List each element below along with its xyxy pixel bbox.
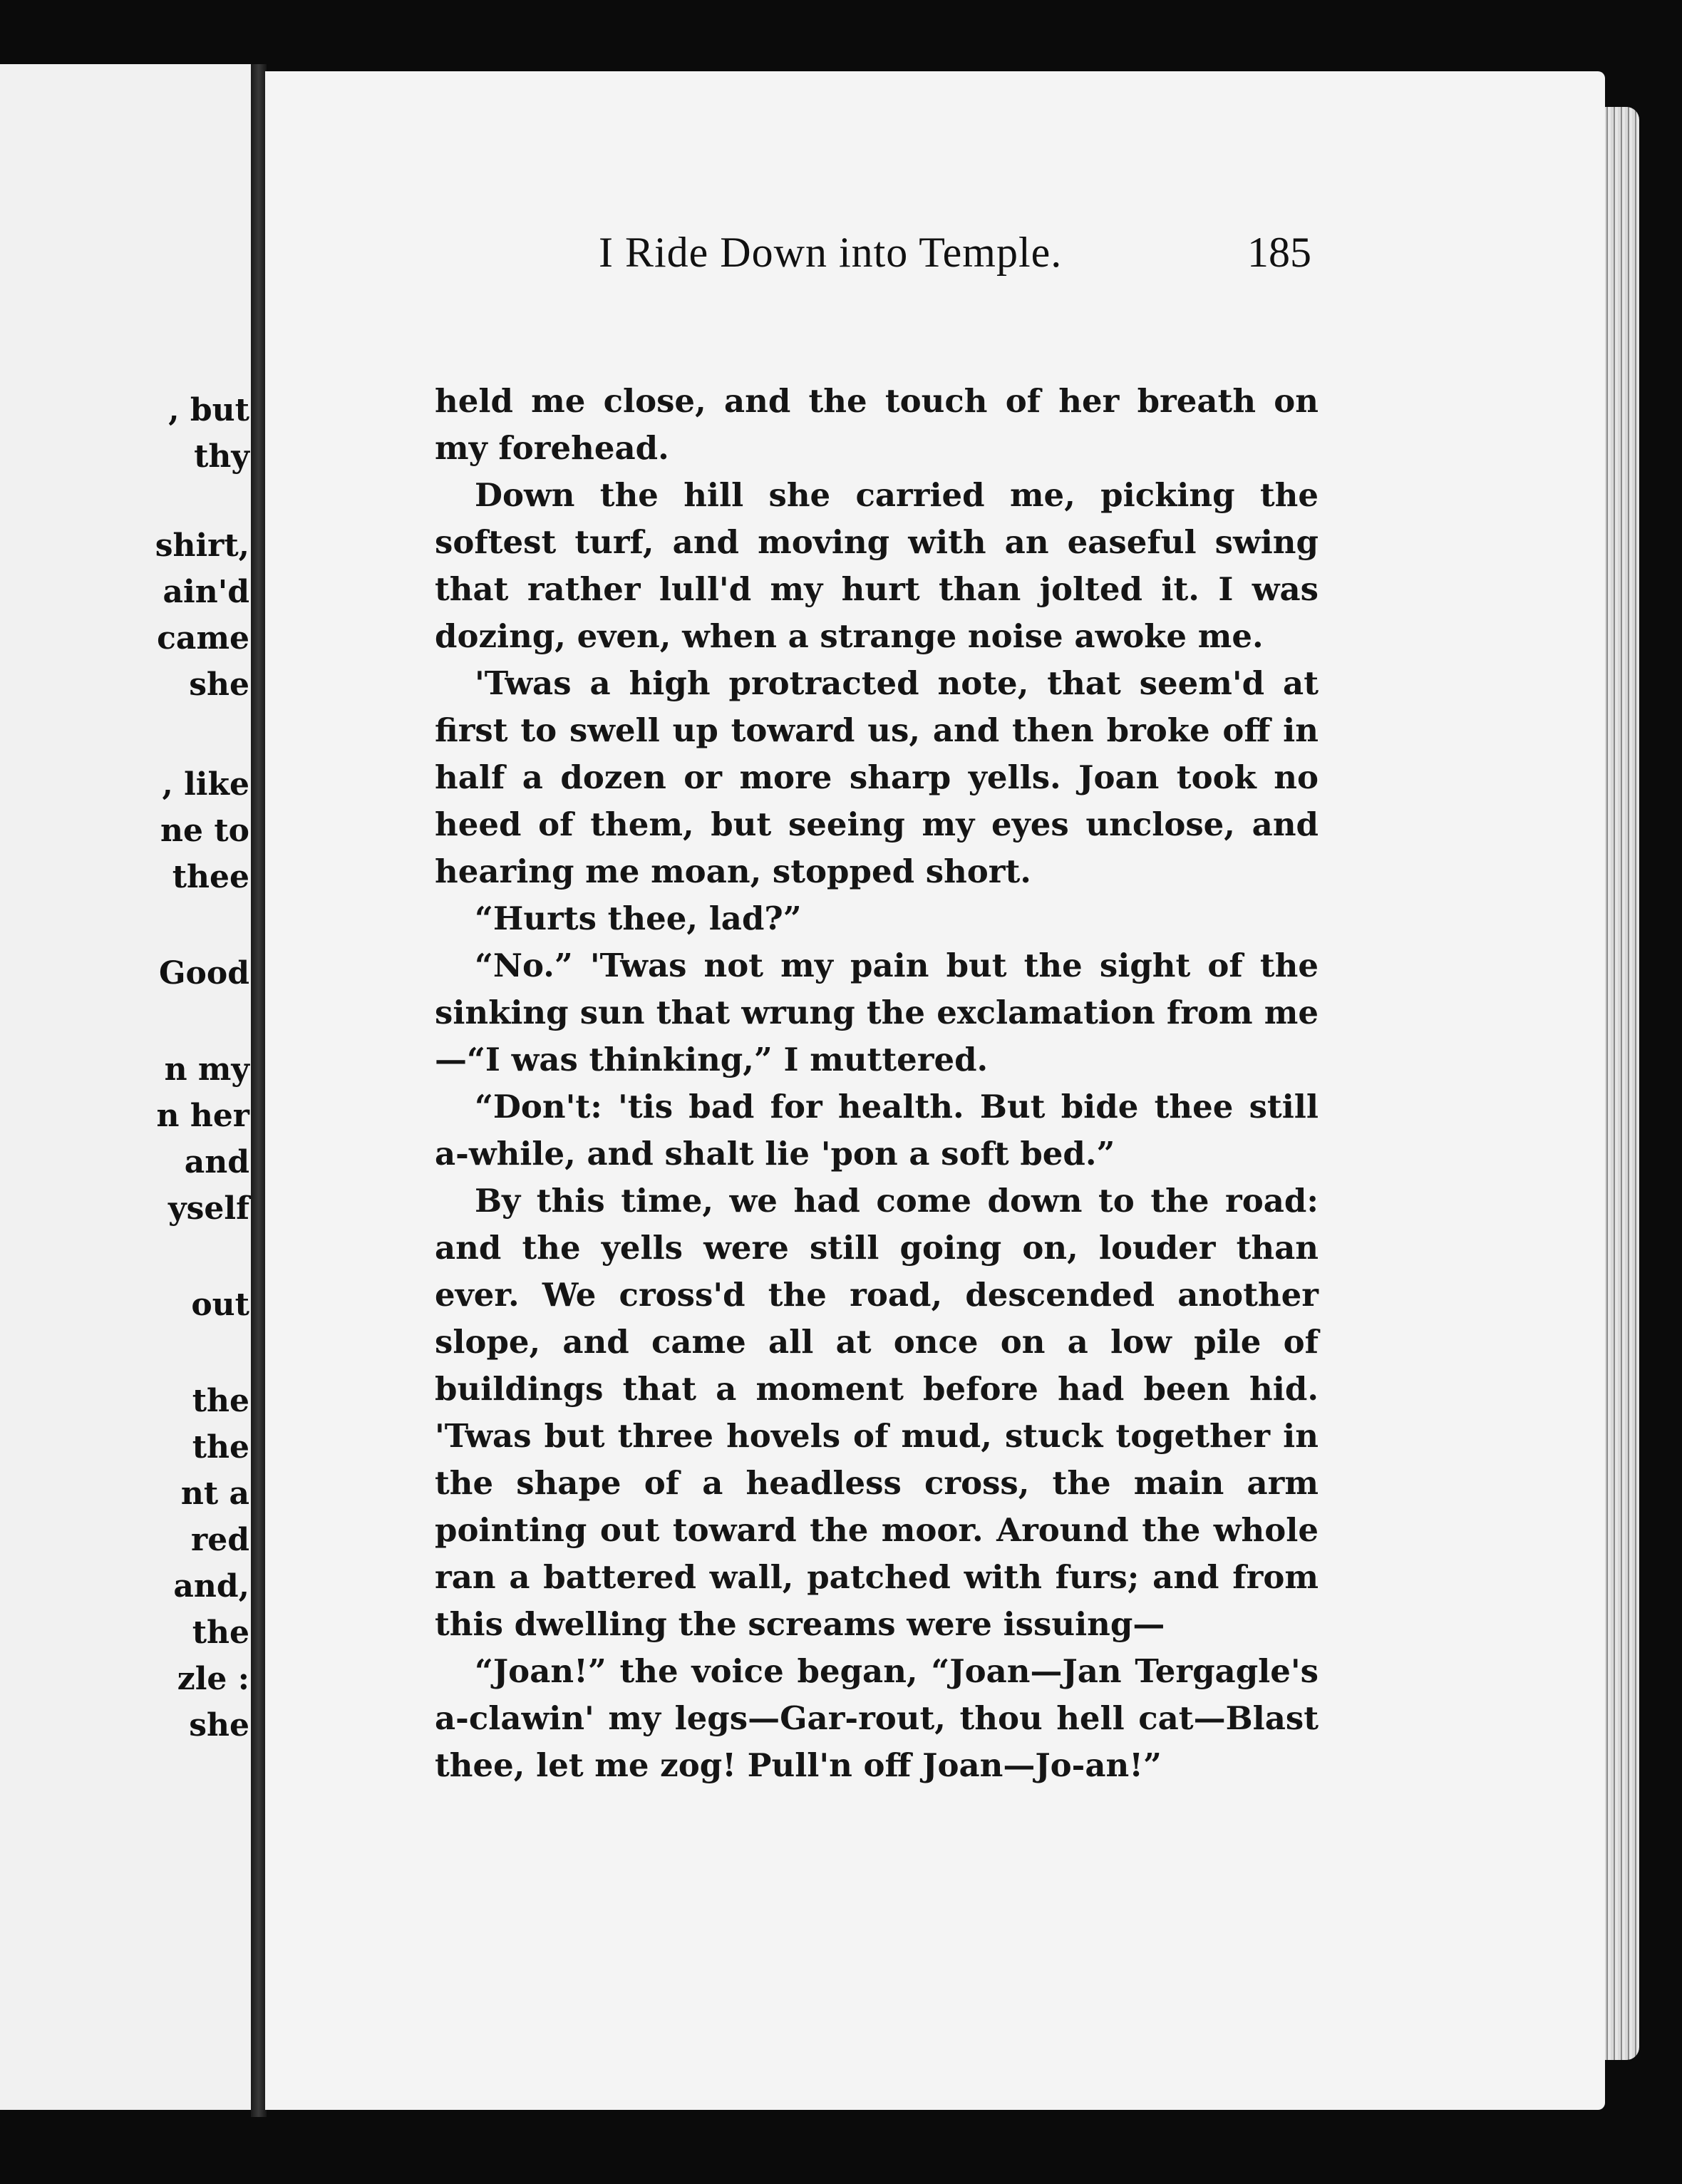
left-page-fragment: shirt, (155, 527, 249, 564)
paragraph: “No.” 'Twas not my pain but the sight of the sinking sun that wrung the exclamation from me —“I was thinking,” I muttered. (435, 947, 1319, 1078)
left-page-fragment: and, (173, 1568, 249, 1604)
left-page-fragment: thy (194, 438, 249, 475)
left-page-fragment: n my (164, 1051, 249, 1088)
running-head: I Ride Down into Temple. (599, 229, 1063, 276)
left-page-fragment: came (157, 620, 249, 656)
left-page-fragment: she (189, 666, 249, 703)
left-page-fragment: thee (172, 859, 249, 895)
left-page-fragment: nt a (180, 1475, 249, 1512)
paragraph: “Joan!” the voice began, “Joan—Jan Tergagle's a-clawin' my legs—Gar-rout, thou hell cat—Blast thee, let me zog! Pull'n off Joan—Jo-an!” (435, 1652, 1319, 1784)
page-number: 185 (1247, 229, 1311, 276)
left-page-fragment: the (192, 1383, 249, 1419)
paragraph: held me close, and the touch of her breath on my forehead. (435, 382, 1319, 467)
left-page-fragment: ne to (160, 813, 249, 849)
left-page-fragment: n her (156, 1098, 249, 1134)
paragraph: Down the hill she carried me, picking the softest turf, and moving with an easeful swing that rather lull'd my hurt than jolted it. I was dozing, even, when a strange noise awoke me. (435, 476, 1319, 655)
left-page-fragment: and (184, 1144, 249, 1180)
left-page-fragment: , like (162, 766, 249, 803)
left-page-fragment: the (192, 1614, 249, 1651)
left-page-fragment: yself (168, 1190, 249, 1227)
left-page-fragment: she (189, 1707, 249, 1743)
left-page-fragment: the (192, 1429, 249, 1466)
paragraph: By this time, we had come down to the road: and the yells were still going on, louder than ever. We cross'd the road, descended another slope, and came all at once on a low pile of buildings that a moment before had been hid. 'Twas but three hovels of mud, stuck together in the shape of a headless cross, the main arm pointing out toward the moor. Around the whole ran a battered wall, patched with furs; and from this dwelling the screams were issuing— (435, 1182, 1319, 1643)
left-page-fragment: ain'd (162, 574, 249, 610)
body-text (435, 378, 1319, 1789)
left-page-fragment: Good (158, 955, 249, 991)
facing-page-left (0, 64, 259, 2110)
left-page-fragment: red (191, 1522, 249, 1558)
page-header (328, 228, 1311, 285)
left-page-fragment: zle : (177, 1661, 249, 1697)
paragraph: “Don't: 'tis bad for health. But bide thee still a-while, and shalt lie 'pon a soft bed.” (435, 1088, 1319, 1173)
left-page-fragment: , but (168, 392, 249, 428)
paragraph: “Hurts thee, lad?” (475, 900, 802, 937)
left-page-fragment: out (191, 1287, 249, 1323)
paragraph: 'Twas a high protracted note, that seem'd at first to swell up toward us, and then broke off in half a dozen or more sharp yells. Joan took no heed of them, but seeing my eyes unclose, and hearing me moan, stopped short. (435, 664, 1319, 890)
book-gutter (251, 64, 267, 2117)
